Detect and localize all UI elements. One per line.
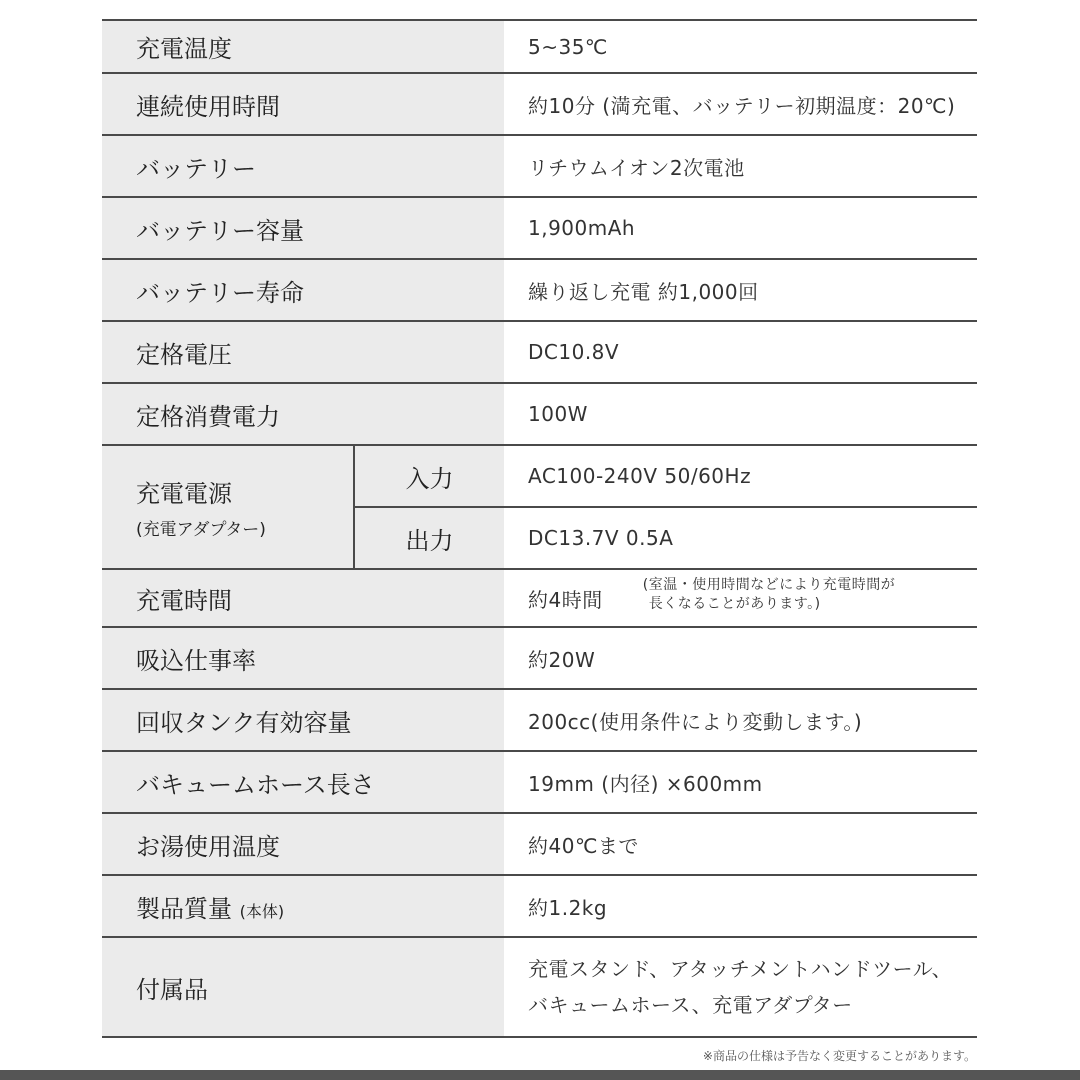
spec-row-rated-power [102,383,977,445]
row-value-line: バキュームホース、充電アダプター [528,993,853,1017]
row-value: 約20W [504,627,977,689]
row-value: 約40℃まで [504,813,977,875]
bottom-bar [0,1070,1080,1080]
spec-row-battery-life [102,259,977,321]
spec-row-tank-capacity [102,689,977,751]
row-value: 約4時間 [528,587,603,612]
row-label: お湯使用温度 [102,813,504,875]
row-label: バッテリー寿命 [102,259,504,321]
row-value: リチウムイオン2次電池 [504,135,977,197]
row-value: 200cc(使用条件により変動します。) [504,689,977,751]
row-value: 19mm (内径) ×600mm [504,751,977,813]
row-label: バキュームホース長さ [102,751,504,813]
power-input-label: 入力 [354,445,504,507]
row-label: 回収タンク有効容量 [102,689,504,751]
row-value: 1,900mAh [504,197,977,259]
row-value: 100W [504,383,977,445]
power-label: 充電電源 [136,480,232,508]
row-value: 約1.2kg [504,875,977,937]
spec-row-charge-time [102,569,977,627]
spec-row-charge-temp [102,20,977,73]
row-label: 付属品 [102,937,504,1037]
power-output-value: DC13.7V 0.5A [504,507,977,569]
row-value: 繰り返し充電 約1,000回 [504,259,977,321]
row-label: 吸込仕事率 [102,627,504,689]
row-value-line: 充電スタンド、アタッチメントハンドツール、 [528,957,953,981]
row-label-cell [102,875,504,937]
row-label-suffix: (本体) [239,901,285,921]
spec-row-battery [102,135,977,197]
note-line: 長くなることがあります。) [648,596,821,612]
row-label: 充電時間 [102,569,504,627]
note-line: (室温・使用時間などにより充電時間が [642,577,896,593]
row-label: 定格電圧 [102,321,504,383]
row-value-cell [504,569,977,627]
row-label: 製品質量 [136,894,232,923]
row-label: 定格消費電力 [102,383,504,445]
row-label: バッテリー [102,135,504,197]
spec-table [102,19,977,1038]
row-label: 連続使用時間 [102,73,504,135]
footnote: ※商品の仕様は予告なく変更することがあります。 [702,1049,976,1063]
spec-row-hose-length [102,751,977,813]
spec-row-weight [102,875,977,937]
power-label-cell [102,445,354,569]
row-value: 約10分 (満充電、バッテリー初期温度：20℃) [504,73,977,135]
spec-row-power-input [102,445,977,507]
power-sublabel: (充電アダプター) [136,520,266,540]
row-value: DC10.8V [504,321,977,383]
power-output-label: 出力 [354,507,504,569]
spec-row-battery-capacity [102,197,977,259]
spec-row-accessories [102,937,977,1037]
spec-row-rated-voltage [102,321,977,383]
row-value-cell [504,937,977,1037]
row-label: バッテリー容量 [102,197,504,259]
power-input-value: AC100-240V 50/60Hz [504,445,977,507]
spec-row-hot-water-temp [102,813,977,875]
spec-row-suction-power [102,627,977,689]
row-label: 充電温度 [102,20,504,73]
spec-row-continuous-use [102,73,977,135]
charge-time-note [643,576,895,614]
row-value: 5~35℃ [504,20,977,73]
